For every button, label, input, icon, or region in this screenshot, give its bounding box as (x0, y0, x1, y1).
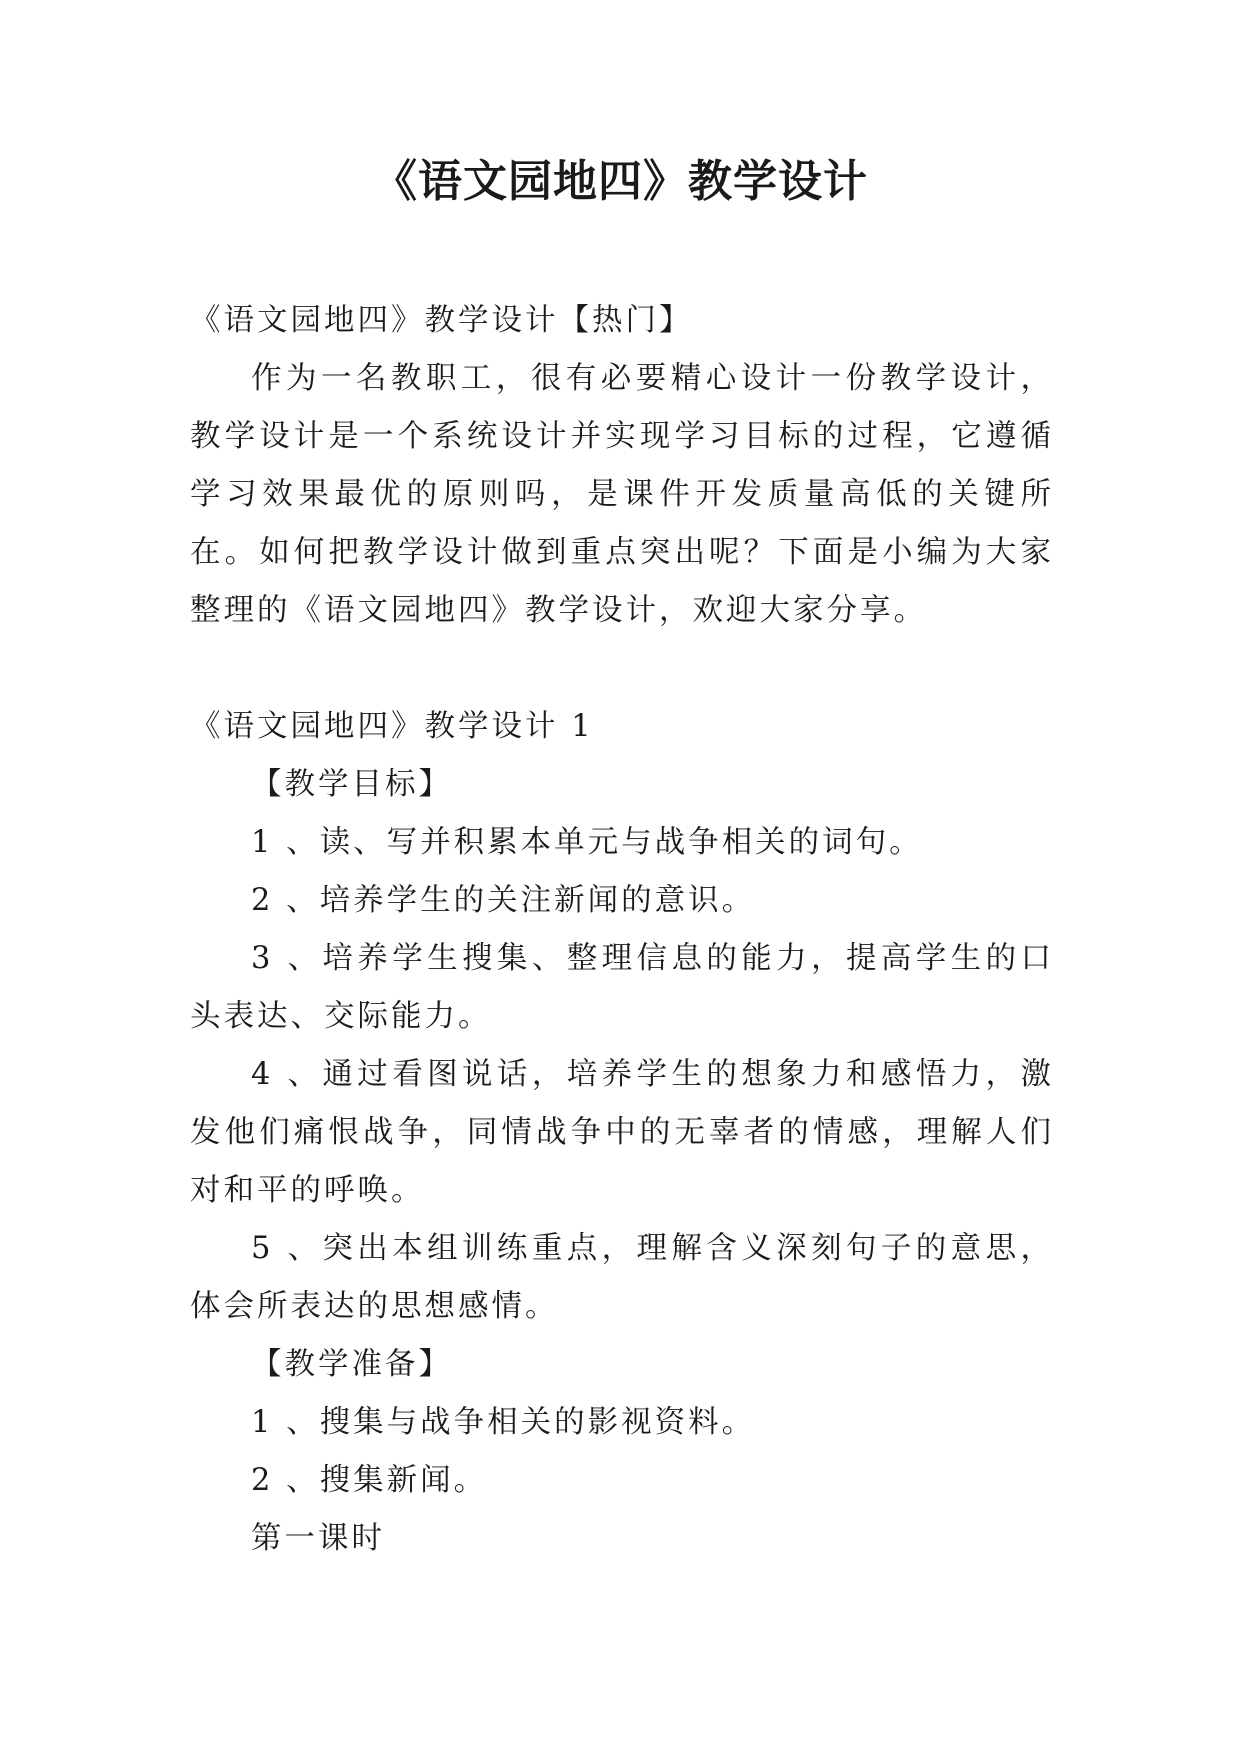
document-title: 《语文园地四》教学设计 (373, 156, 868, 207)
section-title: 《语文园地四》教学设计 1 (190, 709, 594, 744)
prep-heading: 【教学准备】 (251, 1347, 452, 1382)
prep-item-1: 1 、搜集与战争相关的影视资料。 (251, 1405, 756, 1440)
lesson-heading: 第一课时 (251, 1521, 385, 1556)
prep-item-2: 2 、搜集新闻。 (251, 1463, 488, 1498)
subtitle: 《语文园地四》教学设计【热门】 (190, 303, 693, 338)
goal-item-4: 4 、通过看图说话，培养学生的想象力和感悟力，激发他们痛恨战争，同情战争中的无辜者的情感，理解人们对和平的呼唤。 (190, 1057, 1054, 1208)
spacer (190, 640, 1054, 698)
goal-item-3: 3 、培养学生搜集、整理信息的能力，提高学生的口头表达、交际能力。 (190, 941, 1054, 1034)
document-body (190, 292, 1054, 1568)
goal-item-2: 2 、培养学生的关注新闻的意识。 (251, 883, 756, 918)
goal-item-5: 5 、突出本组训练重点，理解含义深刻句子的意思，体会所表达的思想感情。 (190, 1231, 1054, 1324)
intro-paragraph: 作为一名教职工，很有必要精心设计一份教学设计，教学设计是一个系统设计并实现学习目标的过程，它遵循学习效果最优的原则吗，是课件开发质量高低的关键所在。如何把教学设计做到重点突出呢？下面是小编为大家整理的《语文园地四》教学设计，欢迎大家分享。 (190, 361, 1054, 628)
goal-item-1: 1 、读、写并积累本单元与战争相关的词句。 (251, 825, 923, 860)
goals-heading: 【教学目标】 (251, 767, 452, 802)
